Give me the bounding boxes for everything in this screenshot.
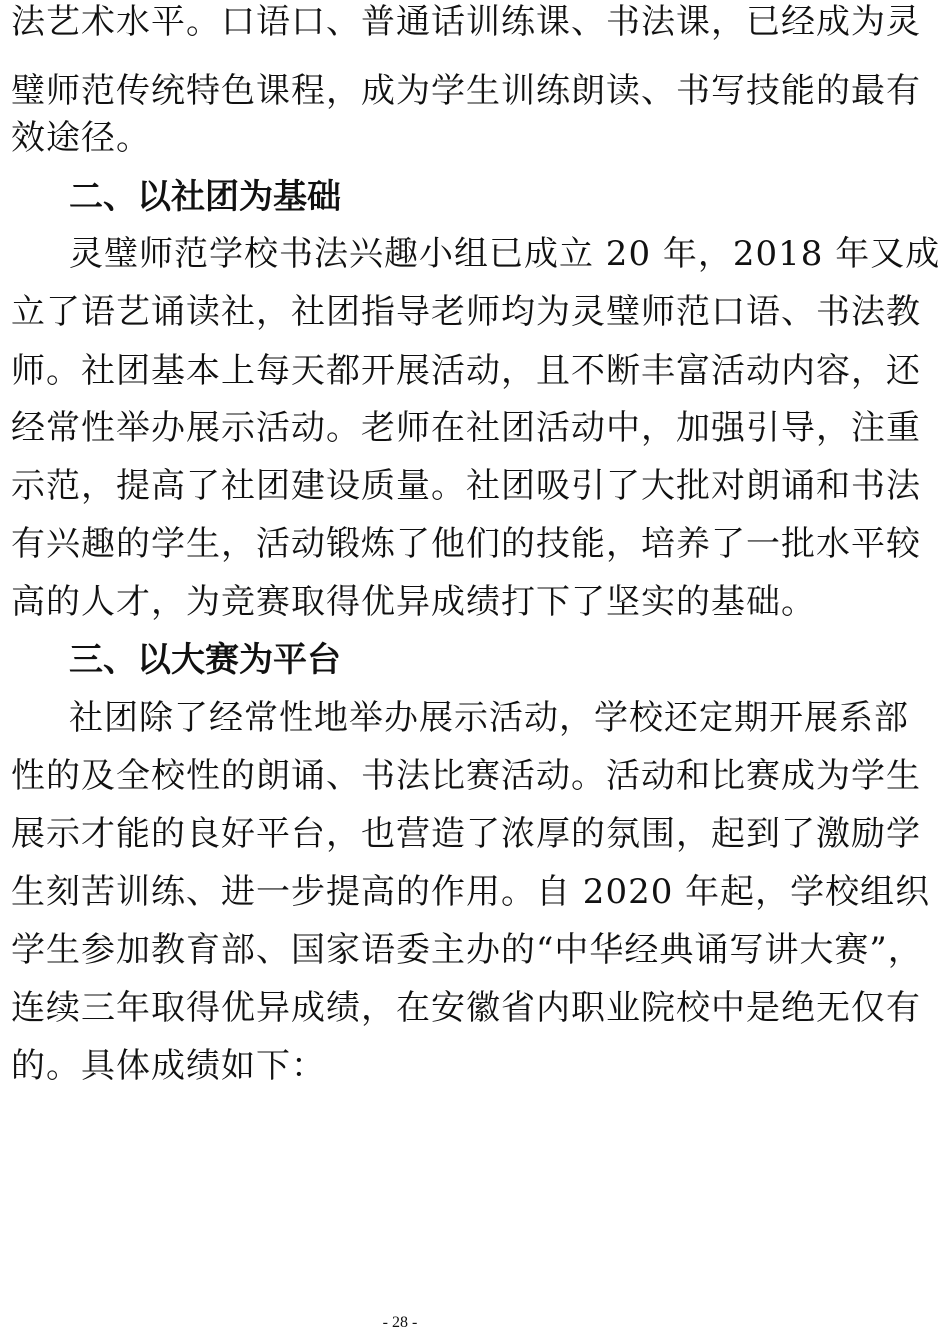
paragraph-3-line-5: 学生参加教育部、国家语委主办的“中华经典诵写讲大赛”， <box>11 930 923 970</box>
paragraph-3-line-1: 社团除了经常性地举办展示活动，学校还定期开展系部 <box>69 698 909 738</box>
paragraph-2-line-3: 师。社团基本上每天都开展活动，且不断丰富活动内容，还 <box>11 351 921 391</box>
paragraph-3-line-6: 连续三年取得优异成绩，在安徽省内职业院校中是绝无仅有 <box>11 988 921 1028</box>
paragraph-3-line-2: 性的及全校性的朗诵、书法比赛活动。活动和比赛成为学生 <box>11 756 921 796</box>
paragraph-2-line-4: 经常性举办展示活动。老师在社团活动中，加强引导，注重 <box>11 408 921 448</box>
paragraph-2-line-7: 高的人才，为竞赛取得优异成绩打下了坚实的基础。 <box>11 582 816 622</box>
paragraph-3-line-7: 的。具体成绩如下： <box>11 1046 326 1086</box>
section-heading-3: 三、以大赛为平台 <box>69 640 341 680</box>
paragraph-2-line-5: 示范，提高了社团建设质量。社团吸引了大批对朗诵和书法 <box>11 466 921 506</box>
paragraph-2-line-1: 灵璧师范学校书法兴趣小组已成立 20 年，2018 年又成 <box>69 234 940 274</box>
paragraph-1-line-1: 法艺术水平。口语口、普通话训练课、书法课，已经成为灵 <box>11 2 921 42</box>
paragraph-3-line-3: 展示才能的良好平台，也营造了浓厚的氛围，起到了激励学 <box>11 814 921 854</box>
paragraph-1-line-2: 璧师范传统特色课程，成为学生训练朗读、书写技能的最有 <box>11 71 921 111</box>
page-number: - 28 - <box>382 1314 418 1331</box>
paragraph-2-line-6: 有兴趣的学生，活动锻炼了他们的技能，培养了一批水平较 <box>11 524 921 564</box>
section-heading-2: 二、以社团为基础 <box>69 177 341 217</box>
paragraph-2-line-2: 立了语艺诵读社，社团指导老师均为灵璧师范口语、书法教 <box>11 292 921 332</box>
paragraph-3-line-4: 生刻苦训练、进一步提高的作用。自 2020 年起，学校组织 <box>11 872 931 912</box>
paragraph-1-line-3: 效途径。 <box>11 118 151 158</box>
